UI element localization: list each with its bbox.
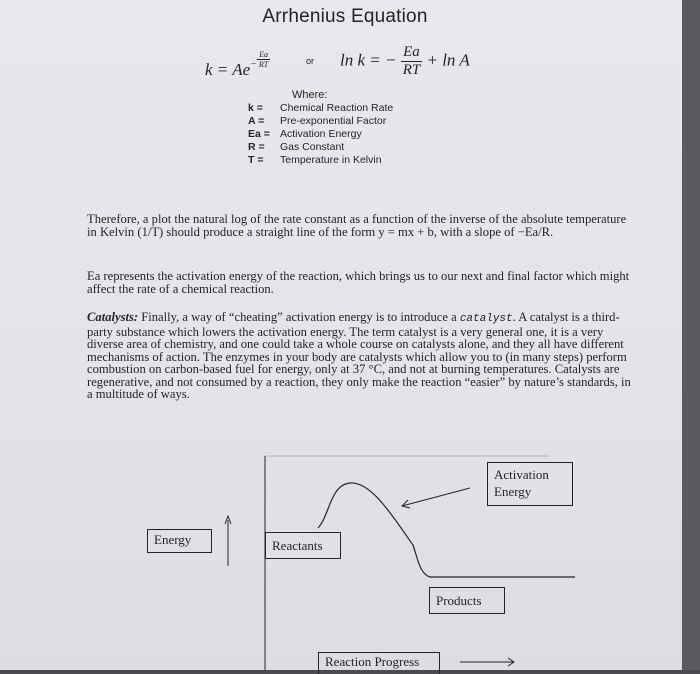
activation-arrow bbox=[402, 488, 470, 506]
catalysts-label: Catalysts: bbox=[87, 310, 139, 324]
exponent-denominator: RT bbox=[258, 60, 269, 69]
variable-row: R = Gas Constant bbox=[248, 141, 345, 153]
variable-row: Ea = Activation Energy bbox=[248, 128, 362, 140]
variable-row: k = Chemical Reaction Rate bbox=[248, 102, 394, 114]
equation-base: k = Ae bbox=[205, 60, 251, 79]
variable-row: A = Pre-exponential Factor bbox=[248, 115, 387, 127]
paragraph-plot: Therefore, a plot the natural log of the rate constant as a function of the inverse of the absolute temperature in Kelvin (1/T) should produce a straight line of the form y = mx + b, with a slope of −Ea/R. bbox=[87, 212, 627, 239]
activation-energy-label: Activation Energy bbox=[487, 462, 573, 506]
fraction-numerator: Ea bbox=[401, 44, 423, 62]
products-label: Products bbox=[429, 587, 505, 614]
log-rhs: + ln A bbox=[426, 50, 470, 70]
reactants-label: Reactants bbox=[265, 532, 341, 559]
energy-label: Energy bbox=[147, 529, 212, 553]
paragraph-catalysts: Catalysts: Finally, a way of “cheating” activation energy is to introduce a catalyst. A catalyst is a third-party substance which lowers the activation energy. The term catalyst is a very general one, it is a very diverse area of chemistry, and one could take a whole course on catalysts alone, and they all have different mechanisms of action. The enzymes in your body are catalysts which allow you to (in many steps) perform combustion on carbon-based fuel for energy, only at 37 °C, and not at burning temperatures. Catalysts are regenerative, and not consumed by a reaction, they only make the reaction “easier” by nature’s standards, in a multitude of ways. bbox=[87, 310, 631, 401]
or-connector: or bbox=[306, 56, 315, 66]
where-heading: Where: bbox=[292, 89, 328, 101]
catalyst-term: catalyst bbox=[459, 313, 513, 325]
paragraph-activation: Ea represents the activation energy of the reaction, which brings us to our next and final factor which might affect the rate of a chemical reaction. bbox=[87, 269, 630, 296]
exponent-numerator: Ea bbox=[257, 50, 270, 60]
variable-row: T = Temperature in Kelvin bbox=[248, 154, 382, 166]
equation-exponent: − Ea RT bbox=[250, 50, 269, 70]
log-lhs: ln k = − bbox=[340, 50, 397, 70]
page-title: Arrhenius Equation bbox=[262, 6, 428, 27]
fraction-denominator: RT bbox=[402, 62, 421, 78]
reaction-progress-label: Reaction Progress bbox=[318, 652, 440, 674]
